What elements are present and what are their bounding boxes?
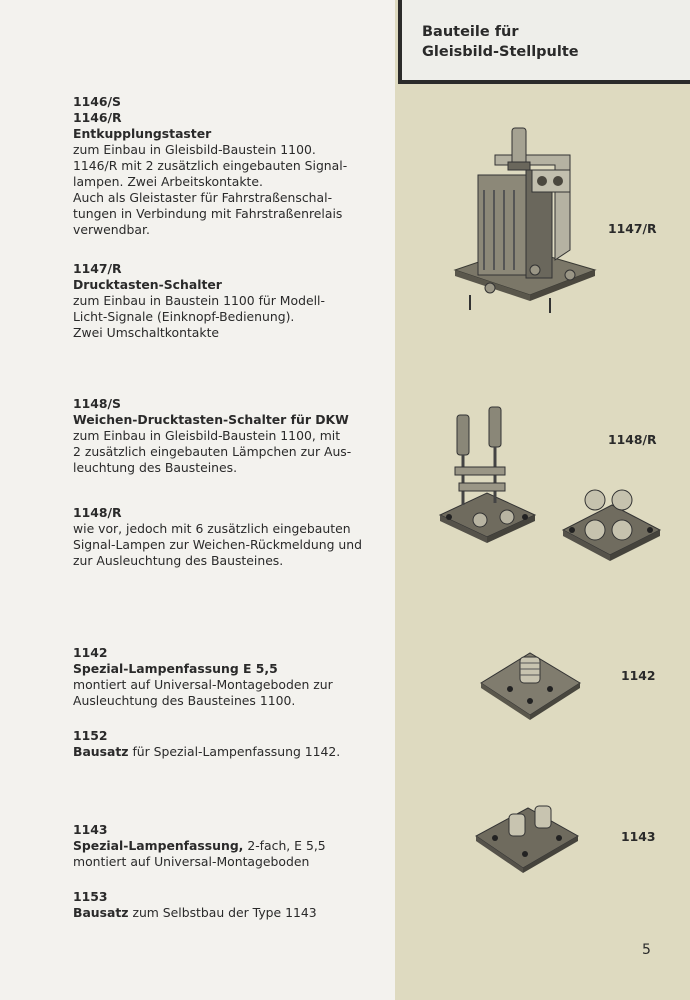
item-1152 — [73, 728, 373, 760]
item-title: Weichen-Drucktasten-Schalter für DKW — [73, 412, 349, 427]
desc-line: zur Ausleuchtung des Bausteines. — [73, 553, 284, 568]
desc-line — [73, 744, 373, 760]
socket-plate-1148r-image — [560, 485, 665, 570]
item-1142 — [73, 645, 373, 709]
lamp-socket-1142-image — [478, 643, 583, 723]
item-title: Entkupplungstaster — [73, 126, 212, 141]
desc-line: wie vor, jedoch mit 6 zusätzlich eingebauten — [73, 521, 351, 536]
desc-line: zum Einbau in Baustein 1100 für Modell- — [73, 293, 325, 308]
inline-text: zum Selbstbau der Type 1143 — [128, 905, 317, 920]
item-code: 1152 — [73, 728, 108, 743]
image-label-1147r: 1147/R — [608, 221, 657, 236]
desc-line: montiert auf Universal-Montageboden — [73, 854, 310, 869]
inline-text: 2-fach, E 5,5 — [243, 838, 326, 853]
section-header-box — [398, 0, 690, 84]
desc-line: zum Einbau in Gleisbild-Baustein 1100. — [73, 142, 316, 157]
item-code: 1148/S — [73, 396, 121, 411]
item-1148r — [73, 505, 373, 569]
item-1146 — [73, 94, 373, 238]
inline-bold-text: Bausatz — [73, 905, 129, 920]
item-1148s — [73, 396, 373, 476]
item-1147r — [73, 261, 373, 341]
desc-line: 2 zusätzlich eingebauten Lämpchen zur Aus- — [73, 444, 352, 459]
desc-line: zum Einbau in Gleisbild-Baustein 1100, mit — [73, 428, 341, 443]
desc-line: leuchtung des Bausteines. — [73, 460, 238, 475]
desc-line: Auch als Gleistaster für Fahrstraßenschal- — [73, 190, 333, 205]
item-title: Spezial-Lampenfassung E 5,5 — [73, 661, 278, 676]
desc-line — [73, 905, 373, 921]
switch-1148s-image — [435, 405, 540, 565]
desc-line: verwendbar. — [73, 222, 150, 237]
item-1143 — [73, 822, 373, 870]
header-line-2: Gleisbild-Stellpulte — [422, 44, 579, 60]
inline-bold-text: Spezial-Lampenfassung, — [73, 838, 244, 853]
item-code: 1147/R — [73, 261, 122, 276]
desc-line: tungen in Verbindung mit Fahrstraßenrelais — [73, 206, 343, 221]
section-header-title — [422, 22, 579, 62]
desc-line — [73, 838, 373, 854]
item-code: 1143 — [73, 822, 108, 837]
switch-1147r-image — [450, 120, 600, 320]
lamp-socket-1143-image — [473, 798, 583, 878]
item-code: 1148/R — [73, 505, 122, 520]
inline-bold-text: Bausatz — [73, 744, 129, 759]
header-line-1: Bauteile für — [422, 24, 519, 40]
inline-text: für Spezial-Lampenfassung 1142. — [128, 744, 341, 759]
desc-line: Licht-Signale (Einknopf-Bedienung). — [73, 309, 295, 324]
desc-line: lampen. Zwei Arbeitskontakte. — [73, 174, 263, 189]
image-label-1143: 1143 — [621, 829, 656, 844]
item-code: 1146/R — [73, 110, 122, 125]
desc-line: montiert auf Universal-Montageboden zur — [73, 677, 333, 692]
item-1153 — [73, 889, 373, 921]
item-code: 1153 — [73, 889, 108, 904]
item-code: 1142 — [73, 645, 108, 660]
desc-line: 1146/R mit 2 zusätzlich eingebauten Signal- — [73, 158, 348, 173]
item-title: Drucktasten-Schalter — [73, 277, 222, 292]
image-label-1148r: 1148/R — [608, 432, 657, 447]
image-label-1142: 1142 — [621, 668, 656, 683]
page-number: 5 — [642, 942, 651, 958]
desc-line: Signal-Lampen zur Weichen-Rückmeldung und — [73, 537, 362, 552]
item-code: 1146/S — [73, 94, 121, 109]
desc-line: Zwei Umschaltkontakte — [73, 325, 220, 340]
desc-line: Ausleuchtung des Bausteines 1100. — [73, 693, 296, 708]
